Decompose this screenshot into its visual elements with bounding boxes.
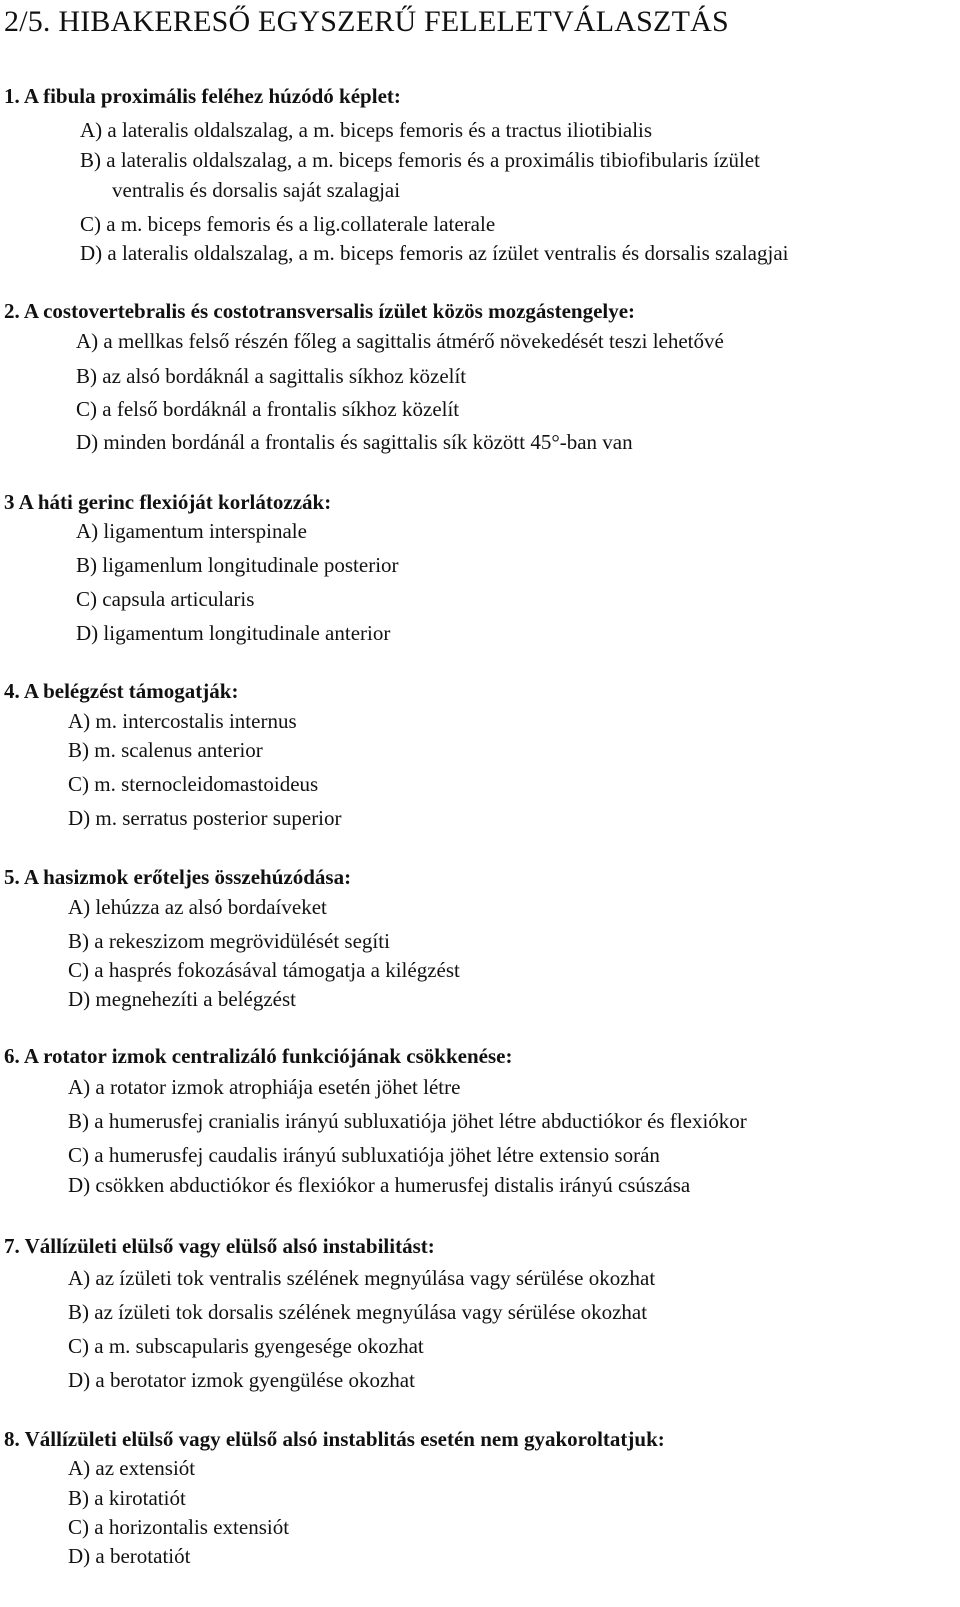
question-2-option-b: B) az alsó bordáknál a sagittalis síkhoz közelít bbox=[76, 364, 467, 388]
question-5-option-a: A) lehúzza az alsó bordaíveket bbox=[68, 895, 327, 919]
question-7-stem: 7. Vállízületi elülső vagy elülső alsó instabilitást: bbox=[4, 1234, 435, 1258]
question-6-option-a: A) a rotator izmok atrophiája esetén jöhet létre bbox=[68, 1075, 461, 1099]
question-4-option-b: B) m. scalenus anterior bbox=[68, 738, 263, 762]
question-1-option-d: D) a lateralis oldalszalag, a m. biceps femoris az ízület ventralis és dorsalis szalagjai bbox=[80, 241, 789, 265]
question-1-option-b: B) a lateralis oldalszalag, a m. biceps femoris és a proximális tibiofibularis ízület bbox=[80, 148, 760, 172]
question-1-option-b-continued: ventralis és dorsalis saját szalagjai bbox=[112, 178, 401, 202]
question-4-stem: 4. A belégzést támogatják: bbox=[4, 679, 239, 703]
question-3-option-c: C) capsula articularis bbox=[76, 587, 255, 611]
question-2-option-d: D) minden bordánál a frontalis és sagittalis sík között 45°-ban van bbox=[76, 430, 633, 454]
question-5-stem: 5. A hasizmok erőteljes összehúzódása: bbox=[4, 865, 352, 889]
question-8-stem: 8. Vállízületi elülső vagy elülső alsó instablitás esetén nem gyakoroltatjuk: bbox=[4, 1427, 665, 1451]
question-8-option-a: A) az extensiót bbox=[68, 1456, 196, 1480]
question-7-option-b: B) az ízületi tok dorsalis szélének megnyúlása vagy sérülése okozhat bbox=[68, 1300, 648, 1324]
question-1-option-a: A) a lateralis oldalszalag, a m. biceps femoris és a tractus iliotibialis bbox=[80, 118, 653, 142]
question-3-option-d: D) ligamentum longitudinale anterior bbox=[76, 621, 391, 645]
question-7-option-c: C) a m. subscapularis gyengesége okozhat bbox=[68, 1334, 424, 1358]
question-5-option-b: B) a rekeszizom megrövidülését segíti bbox=[68, 929, 390, 953]
page-title: 2/5. HIBAKERESŐ EGYSZERŰ FELELETVÁLASZTÁS bbox=[4, 5, 729, 38]
question-4-option-a: A) m. intercostalis internus bbox=[68, 709, 297, 733]
question-2-option-c: C) a felső bordáknál a frontalis síkhoz közelít bbox=[76, 397, 460, 421]
question-8-option-b: B) a kirotatiót bbox=[68, 1486, 186, 1510]
question-2-stem: 2. A costovertebralis és costotransversalis ízület közös mozgástengelye: bbox=[4, 299, 636, 323]
question-7-option-d: D) a berotator izmok gyengülése okozhat bbox=[68, 1368, 415, 1392]
question-6-stem: 6. A rotator izmok centralizáló funkciójának csökkenése: bbox=[4, 1044, 513, 1068]
question-5-option-c: C) a hasprés fokozásával támogatja a kilégzést bbox=[68, 958, 460, 982]
question-8-option-d: D) a berotatiót bbox=[68, 1544, 191, 1568]
question-7-option-a: A) az ízületi tok ventralis szélének megnyúlása vagy sérülése okozhat bbox=[68, 1266, 656, 1290]
question-6-option-d: D) csökken abductiókor és flexiókor a humerusfej distalis irányú csúszása bbox=[68, 1173, 691, 1197]
question-1-option-c: C) a m. biceps femoris és a lig.collaterale laterale bbox=[80, 212, 496, 236]
question-3-option-b: B) ligamenlum longitudinale posterior bbox=[76, 553, 399, 577]
question-6-option-b: B) a humerusfej cranialis irányú subluxatiója jöhet létre abductiókor és flexiókor bbox=[68, 1109, 747, 1133]
question-1-stem: 1. A fibula proximális feléhez húzódó képlet: bbox=[4, 84, 401, 108]
question-4-option-c: C) m. sternocleidomastoideus bbox=[68, 772, 319, 796]
question-2-option-a: A) a mellkas felső részén főleg a sagittalis átmérő növekedését teszi lehetővé bbox=[76, 329, 724, 353]
question-8-option-c: C) a horizontalis extensiót bbox=[68, 1515, 290, 1539]
question-4-option-d: D) m. serratus posterior superior bbox=[68, 806, 342, 830]
question-5-option-d: D) megnehezíti a belégzést bbox=[68, 987, 296, 1011]
question-6-option-c: C) a humerusfej caudalis irányú subluxatiója jöhet létre extensio során bbox=[68, 1143, 660, 1167]
question-3-option-a: A) ligamentum interspinale bbox=[76, 519, 307, 543]
question-3-stem: 3 A háti gerinc flexióját korlátozzák: bbox=[4, 490, 332, 514]
